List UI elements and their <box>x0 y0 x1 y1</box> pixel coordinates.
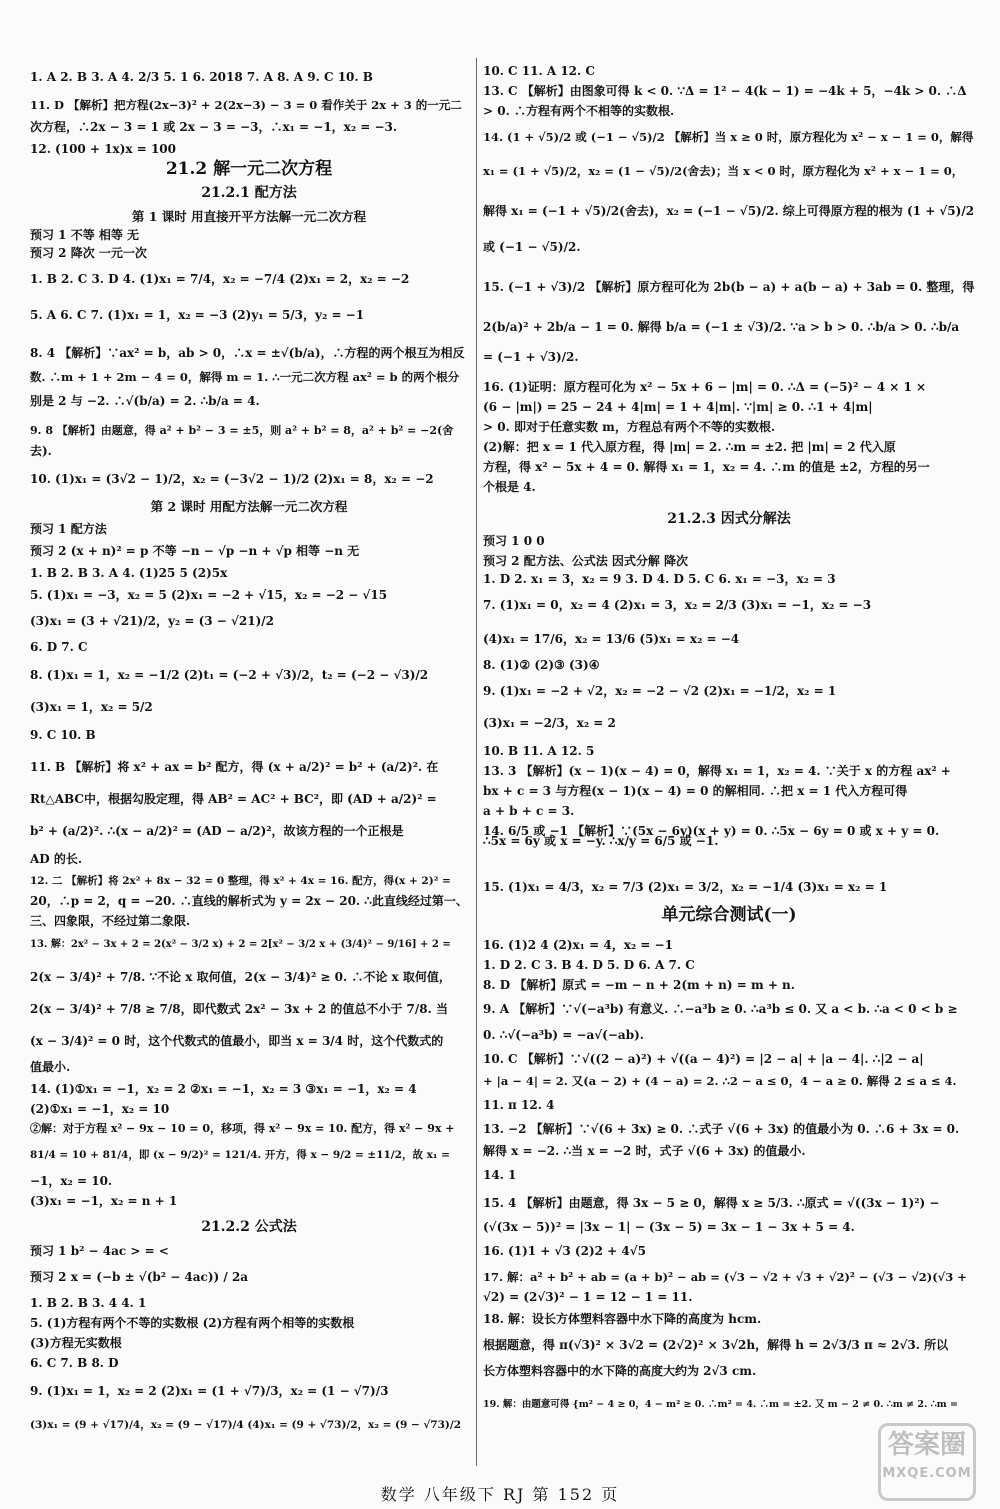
preview-line: 预习 2 x = (−b ± √(b² − 4ac)) / 2a <box>30 1270 249 1284</box>
answer-line: 别是 2 与 −2. ∴√(b/a) = 2. ∴b/a = 4. <box>30 394 260 408</box>
answer-line: (3)x₁ = (3 + √21)/2，y₂ = (3 − √21)/2 <box>30 614 275 628</box>
answer-line: 8. D 【解析】原式 = −m − n + 2(m + n) = m + n. <box>483 978 795 992</box>
answer-line: = (−1 + √3)/2. <box>483 350 579 364</box>
answer-line: (4)x₁ = 17/6，x₂ = 13/6 (5)x₁ = x₂ = −4 <box>483 632 740 646</box>
section-title: 21.2 解一元二次方程 <box>165 159 333 179</box>
preview-line: 预习 2 降次 一元一次 <box>30 246 147 260</box>
answer-line: 16. (1)2 4 (2)x₁ = 4，x₂ = −1 <box>483 938 673 952</box>
answer-line: 0. ∴√(−a³b) = −a√(−ab). <box>483 1028 644 1042</box>
watermark-logo <box>878 1423 976 1501</box>
answer-line: 10. C 【解析】∵√((2 − a)²) + √((a − 4)²) = |2 − a| + |a − 4|. ∴|2 − a| <box>483 1052 924 1066</box>
answer-line: 10. B 11. A 12. 5 <box>483 744 595 758</box>
column-divider <box>476 58 477 1466</box>
section-title: 单元综合测试(一) <box>661 905 797 925</box>
answer-line: 81/4 = 10 + 81/4，即 (x − 9/2)² = 121/4. 开方，得 x − 9/2 = ±11/2，故 x₁ = <box>30 1149 450 1161</box>
answer-line: 16. (1)1 + √3 (2)2 + 4√5 <box>483 1244 646 1258</box>
answer-line: bx + c = 3 与方程(x − 1)(x − 4) = 0 的解相同. ∴把 x = 1 代入方程可得 <box>483 784 908 798</box>
answer-line: √2) = (2√3)² − 1 = 12 − 1 = 11. <box>483 1290 693 1304</box>
answer-line: (3)方程无实数根 <box>30 1336 122 1350</box>
answer-line: 2(b/a)² + 2b/a − 1 = 0. 解得 b/a = (−1 ± √3)/2. ∵a > b > 0. ∴b/a > 0. ∴b/a <box>483 320 960 334</box>
answer-line: 13. 解：2x² − 3x + 2 = 2(x² − 3/2 x) + 2 = 2[x² − 3/2 x + (3/4)² − 9/16] + 2 = <box>30 939 451 950</box>
answer-line: 6. D 7. C <box>30 640 88 654</box>
answer-line: 13. 3 【解析】(x − 1)(x − 4) = 0，解得 x₁ = 1，x₂ = 4. ∵关于 x 的方程 ax² + <box>483 764 951 778</box>
answer-line: 15. (−1 + √3)/2 【解析】原方程可化为 2b(b − a) + a(b − a) + 3ab = 0. 整理，得 <box>483 280 975 294</box>
answer-line: 1. B 2. B 3. A 4. (1)25 5 (2)5x <box>30 566 228 580</box>
answer-line: 10. (1)x₁ = (3√2 − 1)/2，x₂ = (−3√2 − 1)/2 (2)x₁ = 8，x₂ = −2 <box>30 472 434 486</box>
preview-line: 预习 2 配方法、公式法 因式分解 降次 <box>483 554 689 568</box>
answer-line: 根据题意，得 π(√3)² × 3√2 = (2√2)² × 3√2h，解得 h = 2√3/3 π ≈ 2√3. 所以 <box>483 1338 949 1352</box>
answer-line: 9. A 【解析】∵√(−a³b) 有意义. ∴−a³b ≥ 0. ∴a³b ≤ 0. 又 a < b. ∴a < 0 < b ≥ <box>483 1002 958 1016</box>
answer-line: 1. B 2. B 3. 4 4. 1 <box>30 1296 147 1310</box>
answer-line: 14. (1 + √5)/2 或 (−1 − √5)/2 【解析】当 x ≥ 0 时，原方程化为 x² − x − 1 = 0，解得 <box>483 130 974 144</box>
answer-line: 7. (1)x₁ = 0，x₂ = 4 (2)x₁ = 3，x₂ = 2/3 (3)x₁ = −1，x₂ = −3 <box>483 598 872 612</box>
answer-line: 方程，得 x² − 5x + 4 = 0. 解得 x₁ = 1，x₂ = 4. ∴m 的值是 ±2，方程的另一 <box>483 460 930 474</box>
answer-line: > 0. 即对于任意实数 m，方程总有两个不等的实数根. <box>483 420 775 434</box>
answer-line: + |a − 4| = 2. 又(a − 2) + (4 − a) = 2. ∴2 − a ≤ 0，4 − a ≥ 0. 解得 2 ≤ a ≤ 4. <box>483 1074 957 1088</box>
answer-line: (3)x₁ = 1，x₂ = 5/2 <box>30 700 153 714</box>
preview-line: 预习 1 配方法 <box>30 522 107 536</box>
page-footer: 数学 八年级下 RJ 第 152 页 <box>380 1485 620 1504</box>
subsection-title: 21.2.1 配方法 <box>201 185 297 201</box>
answer-line: b² + (a/2)². ∴(x − a/2)² = (AD − a/2)²，故该方程的一个正根是 <box>30 824 404 838</box>
answer-line: 8. 4 【解析】∵ax² = b，ab > 0，∴x = ±√(b/a)，∴方程的两个根互为相反 <box>30 346 465 360</box>
answer-line: (2)解：把 x = 1 代入原方程，得 |m| = 2. ∴m = ±2. 把 |m| = 2 代入原 <box>483 440 896 454</box>
answer-line: 15. (1)x₁ = 4/3，x₂ = 7/3 (2)x₁ = 3/2，x₂ = −1/4 (3)x₁ = x₂ = 1 <box>483 880 888 894</box>
answer-line: 15. 4 【解析】由题意，得 3x − 5 ≥ 0，解得 x ≥ 5/3. ∴原式 = √((3x − 1)²) − <box>483 1196 940 1210</box>
answer-line: 5. (1)x₁ = −3，x₂ = 5 (2)x₁ = −2 + √15，x₂ = −2 − √15 <box>30 588 388 602</box>
answer-line: 12. 二 【解析】将 2x² + 8x − 32 = 0 整理，得 x² + 4x = 16. 配方，得(x + 2)² = <box>30 875 451 887</box>
answer-line: 11. D 【解析】把方程(2x−3)² + 2(2x−3) − 3 = 0 看作关于 2x + 3 的一元二 <box>30 98 462 112</box>
answer-line: 1. D 2. x₁ = 3，x₂ = 9 3. D 4. D 5. C 6. x₁ = −3，x₂ = 3 <box>483 572 836 586</box>
answer-line: 19. 解：由题意可得 {m² − 4 ≥ 0，4 − m² ≥ 0. ∴m² = 4. ∴m = ±2. 又 m − 2 ≠ 0. ∴m ≠ 2. ∴m = <box>483 1399 958 1410</box>
answer-line: −1，x₂ = 10. <box>30 1174 113 1188</box>
answer-line: 1. A 2. B 3. A 4. 2/3 5. 1 6. 2018 7. A 8. A 9. C 10. B <box>30 70 373 84</box>
answer-line: 16. (1)证明：原方程可化为 x² − 5x + 6 − |m| = 0. ∴Δ = (−5)² − 4 × 1 × <box>483 380 927 394</box>
preview-line: 预习 1 b² − 4ac > = < <box>30 1244 169 1258</box>
answer-line: (3)x₁ = −2/3，x₂ = 2 <box>483 716 616 730</box>
answer-line: (x − 3/4)² = 0 时，这个代数式的值最小，即当 x = 3/4 时，这个代数式的 <box>30 1034 444 1048</box>
answer-line: 2(x − 3/4)² + 7/8. ∵不论 x 取何值，2(x − 3/4)² ≥ 0. ∴不论 x 取何值， <box>30 970 451 984</box>
answer-line: (3)x₁ = (9 + √17)/4，x₂ = (9 − √17)/4 (4)x₁ = (9 + √73)/2，x₂ = (9 − √73)/2 <box>30 1419 462 1431</box>
answer-line: Rt△ABC中，根据勾股定理，得 AB² = AC² + BC²，即 (AD + a/2)² = <box>30 792 437 806</box>
answer-line: (2)①x₁ = −1，x₂ = 10 <box>30 1102 170 1116</box>
answer-line: x₁ = (1 + √5)/2，x₂ = (1 − √5)/2(舍去)；当 x < 0 时，原方程化为 x² + x − 1 = 0， <box>483 164 964 178</box>
answer-line: 14. (1)①x₁ = −1，x₂ = 2 ②x₁ = −1，x₂ = 3 ③x₁ = −1，x₂ = 4 <box>30 1082 417 1096</box>
answer-line: > 0. ∴方程有两个不相等的实数根. <box>483 104 675 118</box>
answer-line: ∴5x = 6y 或 x = −y. ∴x/y = 6/5 或 −1. <box>483 834 719 848</box>
answer-line: (6 − |m|) = 25 − 24 + 4|m| = 1 + 4|m|. ∵|m| ≥ 0. ∴1 + 4|m| <box>483 400 873 414</box>
answer-line: 解得 x₁ = (−1 + √5)/2(舍去)，x₂ = (−1 − √5)/2. 综上可得原方程的根为 (1 + √5)/2 <box>483 204 975 218</box>
answer-line: 值最小. <box>30 1060 71 1074</box>
answer-line: 14. 6/5 或 −1 【解析】∵(5x − 6y)(x + y) = 0. ∴5x − 6y = 0 或 x + y = 0. <box>483 824 940 838</box>
answer-line: AD 的长. <box>30 852 83 866</box>
answer-line: 13. −2 【解析】∵√(6 + 3x) ≥ 0. ∴式子 √(6 + 3x) 的值最小为 0. ∴6 + 3x = 0. <box>483 1122 960 1136</box>
answer-line: 1. B 2. C 3. D 4. (1)x₁ = 7/4，x₂ = −7/4 (2)x₁ = 2，x₂ = −2 <box>30 272 410 286</box>
answer-line: 数. ∴m + 1 + 2m − 4 = 0，解得 m = 1. ∴一元二次方程 ax² = b 的两个根分 <box>30 370 460 384</box>
preview-line: 预习 1 不等 相等 无 <box>30 228 140 242</box>
answer-line: 5. (1)方程有两个不等的实数根 (2)方程有两个相等的实数根 <box>30 1316 355 1330</box>
answer-line: 2(x − 3/4)² + 7/8 ≥ 7/8，即代数式 2x² − 3x + 2 的值总不小于 7/8. 当 <box>30 1002 448 1016</box>
answer-line: 9. (1)x₁ = −2 + √2，x₂ = −2 − √2 (2)x₁ = −1/2，x₂ = 1 <box>483 684 837 698</box>
answer-line: 9. C 10. B <box>30 728 96 742</box>
answer-line: 17. 解：a² + b² + ab = (a + b)² − ab = (√3 − √2 + √3 + √2)² − (√3 − √2)(√3 + <box>483 1270 967 1284</box>
preview-line: 预习 1 0 0 <box>483 534 545 548</box>
answer-line: 9. (1)x₁ = 1，x₂ = 2 (2)x₁ = (1 + √7)/3，x₂ = (1 − √7)/3 <box>30 1384 389 1398</box>
answer-line: 解得 x = −2. ∴当 x = −2 时，式子 √(6 + 3x) 的值最小. <box>483 1144 806 1158</box>
subsection-title: 21.2.2 公式法 <box>201 1219 297 1235</box>
answer-line: 去). <box>30 444 52 458</box>
answer-line: 长方体塑料容器中的水下降的高度大约为 2√3 cm. <box>483 1364 757 1378</box>
lesson-title: 第 1 课时 用直接开平方法解一元二次方程 <box>131 209 367 224</box>
answer-line: 8. (1)x₁ = 1，x₂ = −1/2 (2)t₁ = (−2 + √3)/2，t₂ = (−2 − √3)/2 <box>30 668 429 682</box>
answer-line: 个根是 4. <box>483 480 536 494</box>
answer-line: (√(3x − 5))² = |3x − 1| − (3x − 5) = 3x − 1 − 3x + 5 = 4. <box>483 1220 855 1234</box>
answer-line: a + b + c = 3. <box>483 804 575 818</box>
answer-line: 1. D 2. C 3. B 4. D 5. D 6. A 7. C <box>483 958 695 972</box>
answer-line: 10. C 11. A 12. C <box>483 64 595 78</box>
answer-line: 12. (100 + 1x)x = 100 <box>30 142 176 156</box>
answer-line: 6. C 7. B 8. D <box>30 1356 119 1370</box>
answer-line: 或 (−1 − √5)/2. <box>483 240 581 254</box>
preview-line: 预习 2 (x + n)² = p 不等 −n − √p −n + √p 相等 −n 无 <box>30 544 360 558</box>
answer-line: 5. A 6. C 7. (1)x₁ = 1，x₂ = −3 (2)y₁ = 5/3，y₂ = −1 <box>30 308 365 322</box>
answer-line: 11. π 12. 4 <box>483 1098 555 1112</box>
answer-line: 8. (1)② (2)③ (3)④ <box>483 658 600 672</box>
answer-line: 20，∴p = 2，q = −20. ∴直线的解析式为 y = 2x − 20. ∴此直线经过第一、 <box>30 894 468 908</box>
answer-line: 11. B 【解析】将 x² + ax = b² 配方，得 (x + a/2)² = b² + (a/2)². 在 <box>30 760 439 774</box>
watermark-text: 答案圈 <box>887 1430 966 1460</box>
watermark-url: MXQE.COM <box>882 1466 972 1481</box>
answer-line: 次方程，∴2x − 3 = 1 或 2x − 3 = −3，∴x₁ = −1，x₂ = −3. <box>30 120 398 134</box>
answer-line: 13. C 【解析】由图象可得 k < 0. ∵Δ = 1² − 4(k − 1) = −4k + 5，−4k > 0. ∴Δ <box>483 84 967 98</box>
answer-line: 9. 8 【解析】由题意，得 a² + b² − 3 = ±5，则 a² + b² = 8，a² + b² = −2(舍 <box>30 424 454 437</box>
lesson-title: 第 2 课时 用配方法解一元二次方程 <box>150 499 348 514</box>
answer-line: 14. 1 <box>483 1168 517 1182</box>
answer-line: ②解：对于方程 x² − 9x − 10 = 0，移项，得 x² − 9x = 10. 配方，得 x² − 9x + <box>30 1122 455 1135</box>
answer-line: 三、四象限，不经过第二象限. <box>30 914 191 928</box>
subsection-title: 21.2.3 因式分解法 <box>667 511 791 527</box>
answer-line: 18. 解：设长方体塑料容器中水下降的高度为 hcm. <box>483 1312 762 1326</box>
answer-line: (3)x₁ = −1，x₂ = n + 1 <box>30 1194 178 1208</box>
